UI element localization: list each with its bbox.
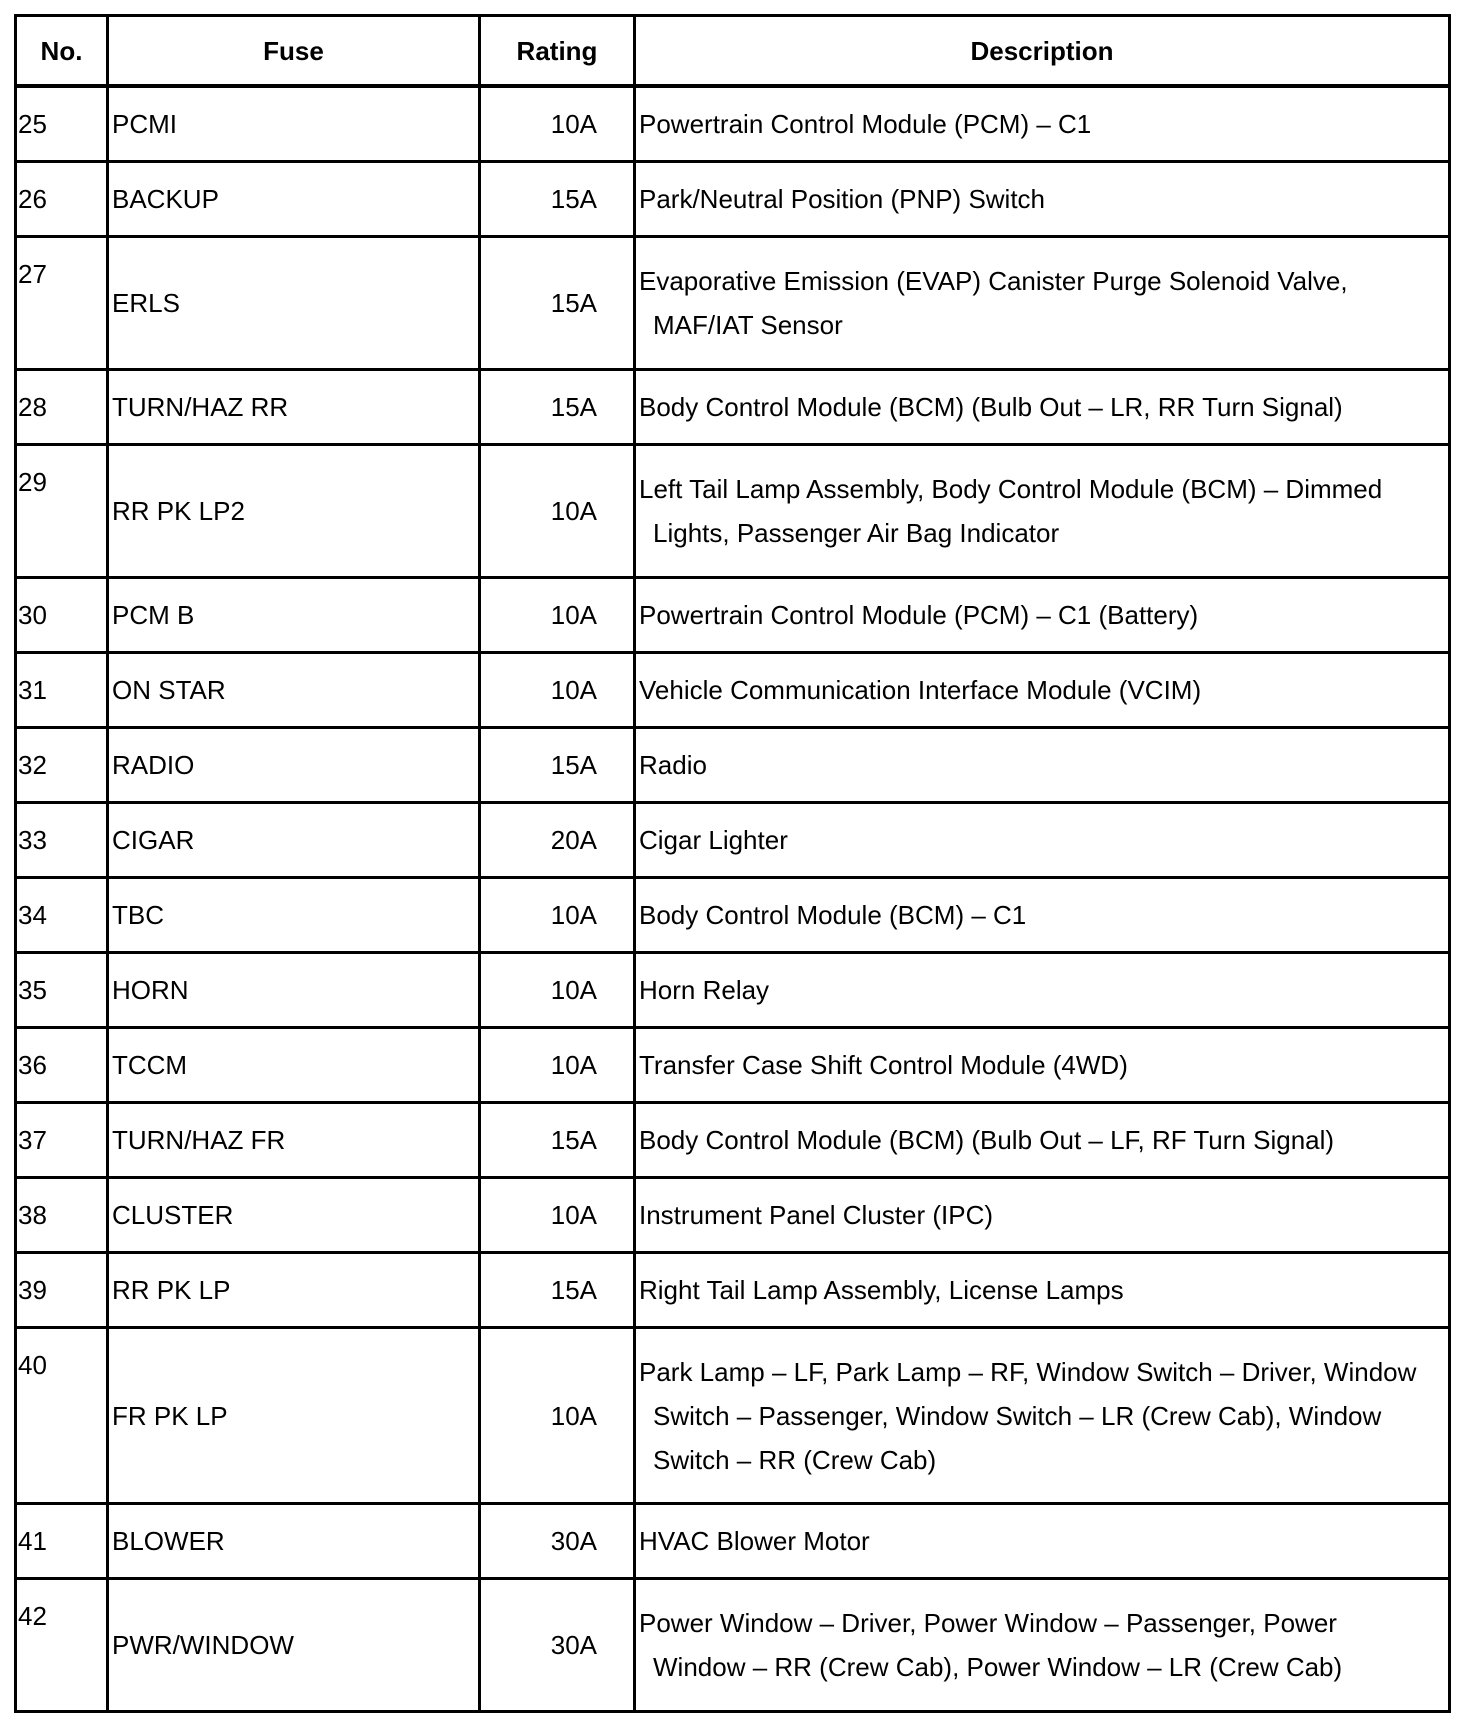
fuse-description — [635, 1103, 1450, 1178]
fuse-rating: 10A — [480, 878, 635, 953]
fuse-table — [14, 14, 1451, 1713]
table-row — [16, 1328, 1450, 1504]
fuse-name: RADIO — [108, 728, 480, 803]
fuse-rating: 15A — [480, 1253, 635, 1328]
table-body — [16, 86, 1450, 1712]
fuse-rating: 10A — [480, 1028, 635, 1103]
header-row — [16, 16, 1450, 87]
fuse-description-text: Body Control Module (BCM) – C1 — [639, 900, 1027, 930]
fuse-name: RR PK LP — [108, 1253, 480, 1328]
header-description: Description — [635, 16, 1450, 87]
fuse-rating: 10A — [480, 1178, 635, 1253]
fuse-rating: 15A — [480, 370, 635, 445]
table-row — [16, 803, 1450, 878]
header-rating: Rating — [480, 16, 635, 87]
fuse-number: 25 — [16, 86, 108, 162]
fuse-name: TURN/HAZ FR — [108, 1103, 480, 1178]
fuse-description — [635, 1178, 1450, 1253]
table-row — [16, 445, 1450, 578]
fuse-name: HORN — [108, 953, 480, 1028]
fuse-number: 29 — [16, 445, 108, 578]
fuse-rating: 10A — [480, 445, 635, 578]
fuse-number: 36 — [16, 1028, 108, 1103]
fuse-name: BACKUP — [108, 162, 480, 237]
table-row — [16, 86, 1450, 162]
table-row — [16, 370, 1450, 445]
table-row — [16, 653, 1450, 728]
fuse-description-text: Powertrain Control Module (PCM) – C1 — [639, 109, 1092, 139]
fuse-description — [635, 445, 1450, 578]
fuse-description-text: Powertrain Control Module (PCM) – C1 (Battery) — [639, 600, 1199, 630]
fuse-description-text: Power Window – Driver, Power Window – Passenger, Power Window – RR (Crew Cab), Power Window – LR (Crew Cab) — [639, 1608, 1343, 1682]
fuse-rating: 30A — [480, 1579, 635, 1712]
fuse-rating: 15A — [480, 728, 635, 803]
fuse-description-text: Transfer Case Shift Control Module (4WD) — [639, 1050, 1128, 1080]
table-row — [16, 728, 1450, 803]
fuse-number: 42 — [16, 1579, 108, 1712]
fuse-name: ON STAR — [108, 653, 480, 728]
fuse-description-text: Cigar Lighter — [639, 825, 788, 855]
fuse-description — [635, 237, 1450, 370]
fuse-number: 35 — [16, 953, 108, 1028]
fuse-description-text: Park Lamp – LF, Park Lamp – RF, Window Switch – Driver, Window Switch – Passenger, Window Switch – LR (Crew Cab), Window Switch – RR (Crew Cab) — [639, 1356, 1417, 1475]
fuse-rating: 30A — [480, 1504, 635, 1579]
table-header — [16, 16, 1450, 87]
fuse-number: 27 — [16, 237, 108, 370]
fuse-name: TBC — [108, 878, 480, 953]
fuse-description-text: Body Control Module (BCM) (Bulb Out – LF, RF Turn Signal) — [639, 1125, 1335, 1155]
fuse-description-text: Horn Relay — [639, 975, 770, 1005]
fuse-description-text: Body Control Module (BCM) (Bulb Out – LR, RR Turn Signal) — [639, 392, 1343, 422]
fuse-description — [635, 1028, 1450, 1103]
fuse-description-text: Park/Neutral Position (PNP) Switch — [639, 184, 1046, 214]
fuse-number: 28 — [16, 370, 108, 445]
fuse-number: 32 — [16, 728, 108, 803]
fuse-number: 37 — [16, 1103, 108, 1178]
fuse-number: 38 — [16, 1178, 108, 1253]
fuse-number: 41 — [16, 1504, 108, 1579]
table-row — [16, 162, 1450, 237]
table-row — [16, 1579, 1450, 1712]
fuse-number: 39 — [16, 1253, 108, 1328]
fuse-description — [635, 653, 1450, 728]
fuse-rating: 15A — [480, 237, 635, 370]
fuse-description — [635, 803, 1450, 878]
fuse-description — [635, 370, 1450, 445]
fuse-name: CIGAR — [108, 803, 480, 878]
fuse-description — [635, 1579, 1450, 1712]
fuse-description-text: Radio — [639, 750, 707, 780]
fuse-description — [635, 728, 1450, 803]
fuse-rating: 10A — [480, 86, 635, 162]
fuse-description — [635, 953, 1450, 1028]
fuse-name: ERLS — [108, 237, 480, 370]
fuse-name: TCCM — [108, 1028, 480, 1103]
fuse-number: 40 — [16, 1328, 108, 1504]
fuse-name: BLOWER — [108, 1504, 480, 1579]
fuse-name: PWR/WINDOW — [108, 1579, 480, 1712]
fuse-rating: 20A — [480, 803, 635, 878]
fuse-rating: 15A — [480, 1103, 635, 1178]
table-row — [16, 878, 1450, 953]
header-no: No. — [16, 16, 108, 87]
fuse-rating: 10A — [480, 653, 635, 728]
table-row — [16, 1028, 1450, 1103]
fuse-rating: 10A — [480, 578, 635, 653]
fuse-description — [635, 1253, 1450, 1328]
fuse-description — [635, 1504, 1450, 1579]
fuse-number: 33 — [16, 803, 108, 878]
fuse-description — [635, 578, 1450, 653]
fuse-rating: 15A — [480, 162, 635, 237]
table-row — [16, 1103, 1450, 1178]
fuse-description-text: Instrument Panel Cluster (IPC) — [639, 1200, 994, 1230]
table-row — [16, 1253, 1450, 1328]
fuse-name: RR PK LP2 — [108, 445, 480, 578]
fuse-description-text: Evaporative Emission (EVAP) Canister Purge Solenoid Valve, MAF/IAT Sensor — [639, 266, 1348, 340]
fuse-description — [635, 1328, 1450, 1504]
fuse-description-text: HVAC Blower Motor — [639, 1526, 870, 1556]
fuse-description — [635, 86, 1450, 162]
fuse-description-text: Right Tail Lamp Assembly, License Lamps — [639, 1275, 1124, 1305]
table-row — [16, 237, 1450, 370]
fuse-number: 31 — [16, 653, 108, 728]
fuse-name: FR PK LP — [108, 1328, 480, 1504]
fuse-name: TURN/HAZ RR — [108, 370, 480, 445]
table-row — [16, 1178, 1450, 1253]
fuse-description-text: Vehicle Communication Interface Module (VCIM) — [639, 675, 1202, 705]
fuse-number: 34 — [16, 878, 108, 953]
fuse-description — [635, 162, 1450, 237]
header-fuse: Fuse — [108, 16, 480, 87]
table-row — [16, 578, 1450, 653]
fuse-name: PCM B — [108, 578, 480, 653]
fuse-number: 26 — [16, 162, 108, 237]
fuse-rating: 10A — [480, 1328, 635, 1504]
fuse-description — [635, 878, 1450, 953]
fuse-rating: 10A — [480, 953, 635, 1028]
table-row — [16, 1504, 1450, 1579]
fuse-name: CLUSTER — [108, 1178, 480, 1253]
fuse-number: 30 — [16, 578, 108, 653]
fuse-name: PCMI — [108, 86, 480, 162]
fuse-description-text: Left Tail Lamp Assembly, Body Control Module (BCM) – Dimmed Lights, Passenger Air Bag Indicator — [639, 474, 1383, 548]
table-row — [16, 953, 1450, 1028]
